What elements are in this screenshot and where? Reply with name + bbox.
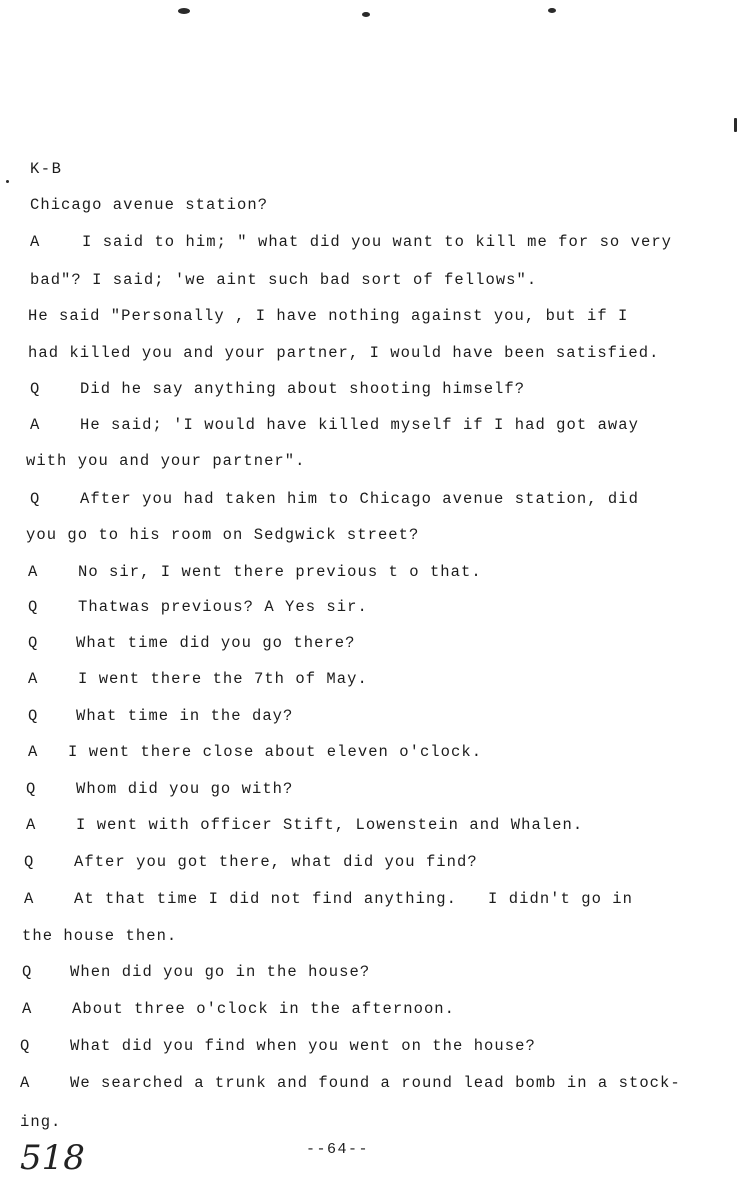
transcript-line: No sir, I went there previous t o that.: [78, 563, 482, 581]
transcript-line: At that time I did not find anything. I didn't go in: [74, 890, 633, 908]
speaker-label: A: [26, 816, 36, 834]
transcript-line: About three o'clock in the afternoon.: [72, 1000, 456, 1018]
speaker-label: Q: [30, 490, 40, 508]
speaker-label: A: [28, 743, 38, 761]
transcript-line: When did you go in the house?: [70, 963, 371, 981]
page-number: --64--: [306, 1141, 370, 1158]
transcript-line: I said to him; " what did you want to kill me for so very: [82, 233, 673, 251]
transcript-line: bad"? I said; 'we aint such bad sort of fellows".: [30, 271, 538, 289]
page-header-label: K-B: [30, 160, 63, 178]
transcript-line: Whom did you go with?: [76, 780, 294, 798]
speaker-label: Q: [30, 380, 40, 398]
transcript-line: We searched a trunk and found a round lead bomb in a stock-: [70, 1074, 681, 1092]
speaker-label: A: [28, 563, 38, 581]
speaker-label: Q: [28, 707, 38, 725]
transcript-line: I went there close about eleven o'clock.: [68, 743, 483, 761]
transcript-line: Chicago avenue station?: [30, 196, 269, 214]
transcript-line: I went there the 7th of May.: [78, 670, 368, 688]
transcript-line: After you had taken him to Chicago avenue station, did: [80, 490, 639, 508]
speaker-label: Q: [28, 598, 38, 616]
speaker-label: A: [24, 890, 34, 908]
transcript-line: the house then.: [22, 927, 178, 945]
speaker-label: A: [28, 670, 38, 688]
transcript-line: He said "Personally , I have nothing against you, but if I: [28, 307, 629, 325]
transcript-line: What time did you go there?: [76, 634, 356, 652]
transcript-line: you go to his room on Sedgwick street?: [26, 526, 420, 544]
ink-speck: [734, 118, 737, 132]
transcript-line: with you and your partner".: [26, 452, 306, 470]
transcript-line: Thatwas previous? A Yes sir.: [78, 598, 368, 616]
speaker-label: A: [30, 233, 40, 251]
transcript-line: He said; 'I would have killed myself if I had got away: [80, 416, 639, 434]
speaker-label: A: [20, 1074, 30, 1092]
speaker-label: Q: [20, 1037, 30, 1055]
transcript-line: ing.: [20, 1113, 62, 1131]
speaker-label: Q: [24, 853, 34, 871]
speaker-label: A: [30, 416, 40, 434]
transcript-line: After you got there, what did you find?: [74, 853, 478, 871]
ink-speck: [548, 8, 556, 13]
handwritten-folio-number: 518: [20, 1138, 85, 1178]
ink-speck: [6, 180, 9, 183]
transcript-line: had killed you and your partner, I would have been satisfied.: [28, 344, 660, 362]
speaker-label: Q: [22, 963, 32, 981]
transcript-line: What time in the day?: [76, 707, 294, 725]
speaker-label: A: [22, 1000, 32, 1018]
speaker-label: Q: [28, 634, 38, 652]
speaker-label: Q: [26, 780, 36, 798]
ink-speck: [362, 12, 370, 17]
ink-speck: [178, 8, 190, 14]
transcript-line: What did you find when you went on the house?: [70, 1037, 536, 1055]
transcript-line: I went with officer Stift, Lowenstein and Whalen.: [76, 816, 584, 834]
transcript-line: Did he say anything about shooting himself?: [80, 380, 526, 398]
